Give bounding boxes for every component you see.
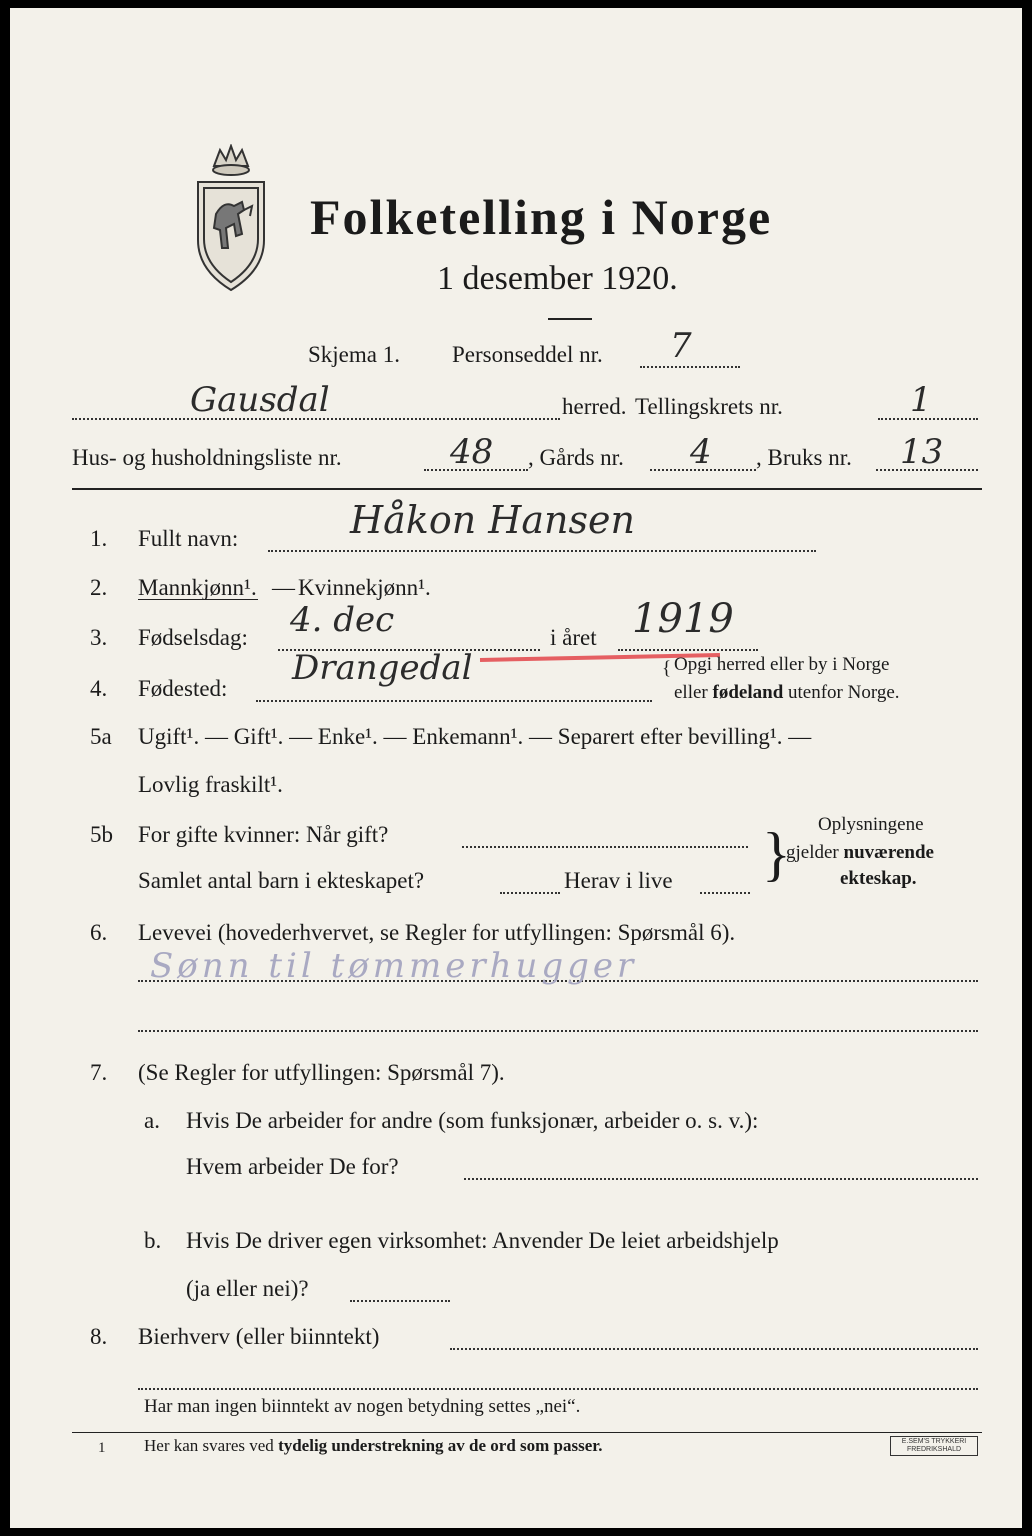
q6-label: Levevei (hovederhvervet, se Regler for utfyllingen: Spørsmål 6). — [138, 920, 736, 945]
q4-brace: { — [662, 658, 672, 679]
tellingskrets-label: Tellingskrets nr. — [635, 394, 783, 419]
bruks-value: 13 — [900, 432, 944, 472]
q7a-line1: Hvis De arbeider for andre (som funksjonær, arbeider o. s. v.): — [186, 1108, 759, 1133]
female-option: Kvinnekjønn¹. — [298, 575, 431, 600]
herred-label: herred. — [562, 394, 627, 419]
q7b-line1: Hvis De driver egen virksomhet: Anvender De leiet arbeidshjelp — [186, 1228, 779, 1253]
hus-label: Hus- og husholdningsliste nr. — [72, 445, 342, 470]
q8-number: 8. — [90, 1324, 108, 1349]
bruks-label: , Bruks nr. — [756, 445, 852, 470]
personseddel-value: 7 — [670, 326, 692, 366]
norwegian-coat-of-arms-icon — [190, 144, 272, 294]
birthdate-value: 4. dec — [290, 600, 395, 640]
q7a-line2: Hvem arbeider De for? — [186, 1154, 399, 1179]
census-form-sheet — [10, 8, 1022, 1528]
q4-note-line2: eller fødeland utenfor Norge. — [674, 682, 900, 703]
q6-number: 6. — [90, 920, 108, 945]
q2-number: 2. — [90, 575, 108, 600]
printer-stamp: E.SEM'S TRYKKERI FREDRIKSHALD — [890, 1436, 978, 1456]
gards-label: , Gårds nr. — [528, 445, 624, 470]
skjema-label: Skjema 1. — [308, 342, 400, 367]
footnote-text: Her kan svares ved tydelig understrekning av de ord som passer. — [144, 1436, 603, 1455]
male-option: Mannkjønn¹. — [138, 575, 257, 600]
male-underline — [138, 599, 258, 600]
footnote-mark: 1 — [98, 1440, 106, 1456]
form-date: 1 desember 1920. — [437, 260, 678, 297]
q5a-line2: Lovlig fraskilt¹. — [138, 772, 283, 797]
q7a-letter: a. — [144, 1108, 160, 1133]
personseddel-label: Personseddel nr. — [452, 342, 603, 367]
occupation-value: Sønn til tømmerhugger — [150, 946, 638, 986]
tellingskrets-value: 1 — [910, 380, 932, 420]
q4-label: Fødested: — [138, 676, 228, 701]
year-label: i året — [550, 625, 597, 650]
hus-value: 48 — [450, 432, 494, 472]
q5b-brace: } — [762, 821, 791, 887]
gender-separator: — — [272, 575, 295, 600]
q8-note: Har man ingen biinntekt av nogen betydning settes „nei“. — [144, 1396, 581, 1417]
form-title: Folketelling i Norge — [310, 189, 773, 245]
q5b-number: 5b — [90, 822, 113, 847]
q5b-note3: ekteskap. — [840, 868, 917, 889]
birthyear-value: 1919 — [632, 596, 734, 642]
q7b-letter: b. — [144, 1228, 162, 1253]
q7b-line2: (ja eller nei)? — [186, 1276, 309, 1301]
q7-number: 7. — [90, 1060, 108, 1085]
herred-value: Gausdal — [190, 380, 330, 420]
q5b-line2a: Samlet antal barn i ekteskapet? — [138, 868, 425, 893]
q3-number: 3. — [90, 625, 108, 650]
q7-label: (Se Regler for utfyllingen: Spørsmål 7). — [138, 1060, 505, 1085]
q1-label: Fullt navn: — [138, 526, 239, 551]
q8-label: Bierhverv (eller biinntekt) — [138, 1324, 380, 1349]
full-name-value: Håkon Hansen — [350, 498, 635, 542]
q5b-note2: gjelder nuværende — [786, 842, 934, 863]
q4-note-line1: Opgi herred eller by i Norge — [674, 654, 890, 675]
title-divider — [548, 318, 592, 320]
q5b-line1: For gifte kvinner: Når gift? — [138, 822, 389, 847]
footnote-separator — [72, 1432, 982, 1433]
gards-value: 4 — [690, 432, 712, 472]
q5b-note1: Oplysningene — [818, 814, 924, 835]
header-separator — [72, 488, 982, 490]
birthplace-value: Drangedal — [292, 648, 473, 688]
q3-label: Fødselsdag: — [138, 625, 248, 650]
q5a-line1: Ugift¹. — Gift¹. — Enke¹. — Enkemann¹. — Separert efter bevilling¹. — — [138, 724, 812, 749]
q5b-line2b: Herav i live — [564, 868, 673, 893]
q4-number: 4. — [90, 676, 108, 701]
q1-number: 1. — [90, 526, 108, 551]
q5a-number: 5a — [90, 724, 112, 749]
